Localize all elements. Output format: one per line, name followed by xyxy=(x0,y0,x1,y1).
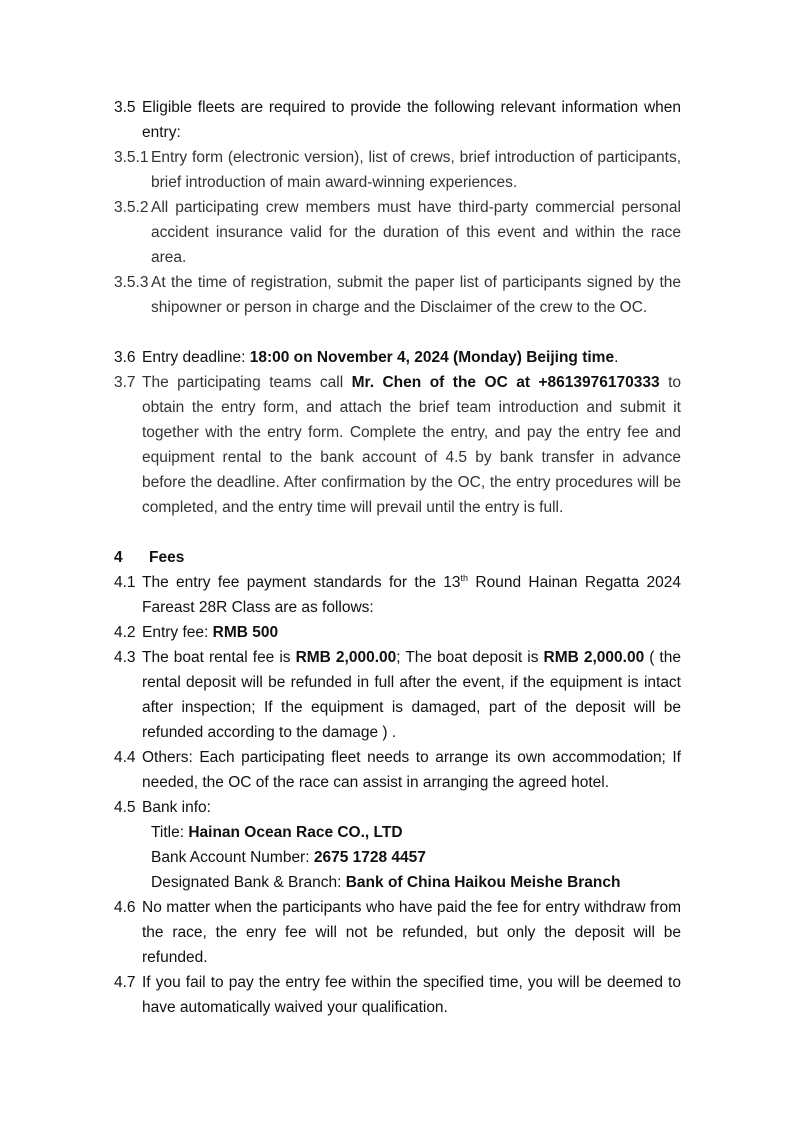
clause-text: At the time of registration, submit the paper list of participants signed by the shipowner or person in charge and the Disclaimer of the crew to the OC. xyxy=(151,274,681,316)
bank-branch-line xyxy=(151,870,620,895)
clause-text xyxy=(114,345,681,370)
contact-intro: The participating teams call xyxy=(142,374,352,391)
section-number: 4 xyxy=(114,549,123,566)
fee-standard-post: Round Hainan Regatta 2024 Fareast 28R Class are as follows: xyxy=(142,574,681,616)
bank-title-value: Hainan Ocean Race CO., LTD xyxy=(188,824,403,841)
clause-3-5-1 xyxy=(114,145,681,195)
bank-account-value: 2675 1728 4457 xyxy=(313,849,426,866)
entry-fee-value: RMB 500 xyxy=(212,624,279,641)
clause-text: Others: Each participating fleet needs to arrange its own accommodation; If needed, the OC of the race can assist in arranging the agreed hotel. xyxy=(142,749,681,791)
clause-3-5-3 xyxy=(114,270,681,320)
clause-text: Eligible fleets are required to provide the following relevant information when entry: xyxy=(142,99,681,141)
clause-number: 4.1 xyxy=(114,574,136,591)
clause-3-7 xyxy=(114,370,681,520)
deadline-period: . xyxy=(614,349,619,366)
clause-number: 3.5.2 xyxy=(114,199,149,216)
clause-number: 3.5.3 xyxy=(114,274,149,291)
clause-text xyxy=(114,645,681,745)
clause-text: No matter when the participants who have paid the fee for entry withdraw from the race, the enry fee will not be refunded, but only the deposit will be refunded. xyxy=(142,899,681,966)
clause-text xyxy=(114,570,681,620)
bank-branch-value: Bank of China Haikou Meishe Branch xyxy=(345,874,621,891)
clause-4-2 xyxy=(114,620,681,645)
clause-4-1 xyxy=(114,570,681,620)
rental-fee-label: The boat rental fee is xyxy=(142,649,296,666)
rental-fee-value: RMB 2,000.00 xyxy=(295,649,397,666)
clause-text: Entry form (electronic version), list of crews, brief introduction of participants, brief introduction of main award-winning experiences. xyxy=(151,149,681,191)
clause-number: 4.7 xyxy=(114,974,136,991)
bank-branch-label: Designated Bank & Branch: xyxy=(151,874,346,891)
clause-number: 4.4 xyxy=(114,749,136,766)
bank-title-label: Title: xyxy=(151,824,189,841)
clause-text xyxy=(114,370,681,520)
bank-account-label: Bank Account Number: xyxy=(151,849,314,866)
clause-number: 4.2 xyxy=(114,624,136,641)
clause-3-6 xyxy=(114,345,681,370)
clause-text: Bank info: xyxy=(142,799,211,816)
deposit-value: RMB 2,000.00 xyxy=(543,649,645,666)
deadline-value: 18:00 on November 4, 2024 (Monday) Beijing time xyxy=(249,349,615,366)
clause-number: 4.3 xyxy=(114,649,136,666)
clause-text: All participating crew members must have third-party commercial personal accident insurance valid for the duration of this event and within the race area. xyxy=(151,199,681,266)
clause-3-5-2 xyxy=(114,195,681,270)
deposit-label: ; The boat deposit is xyxy=(396,649,544,666)
clause-3-5 xyxy=(114,95,681,145)
clause-number: 3.6 xyxy=(114,349,136,366)
clause-number: 4.5 xyxy=(114,799,136,816)
bank-title-line xyxy=(151,820,403,845)
clause-text xyxy=(114,620,681,645)
entry-fee-label: Entry fee: xyxy=(142,624,213,641)
clause-number: 3.5.1 xyxy=(114,149,149,166)
clause-4-4 xyxy=(114,745,681,795)
fee-standard-pre: The entry fee payment standards for the 13 xyxy=(142,574,461,591)
clause-number: 3.5 xyxy=(114,99,136,116)
clause-4-5 xyxy=(114,795,681,820)
clause-4-7 xyxy=(114,970,681,1020)
deposit-terms: ( the rental deposit will be refunded in full after the event, if the equipment is intact after inspection; If the equipment is damaged, part of the deposit will be refunded according to the damage ) . xyxy=(142,649,681,741)
clause-text: If you fail to pay the entry fee within the specified time, you will be deemed to have automatically waived your qualification. xyxy=(142,974,681,1016)
bank-account-line xyxy=(151,845,426,870)
clause-number: 4.6 xyxy=(114,899,136,916)
clause-4-3 xyxy=(114,645,681,745)
contact-instructions: to obtain the entry form, and attach the brief team introduction and submit it together with the entry form. Complete the entry, and pay the entry fee and equipment rental to the bank account of 4.5 by bank transfer in advance before the deadline. After confirmation by the OC, the entry procedures will be completed, and the entry time will prevail until the entry is full. xyxy=(142,374,682,516)
ordinal-suffix: th xyxy=(460,572,469,583)
contact-person: Mr. Chen of the OC at +8613976170333 xyxy=(351,374,660,391)
clause-4-6 xyxy=(114,895,681,970)
deadline-label: Entry deadline: xyxy=(142,349,250,366)
clause-number: 3.7 xyxy=(114,374,136,391)
section-title: Fees xyxy=(149,549,185,566)
